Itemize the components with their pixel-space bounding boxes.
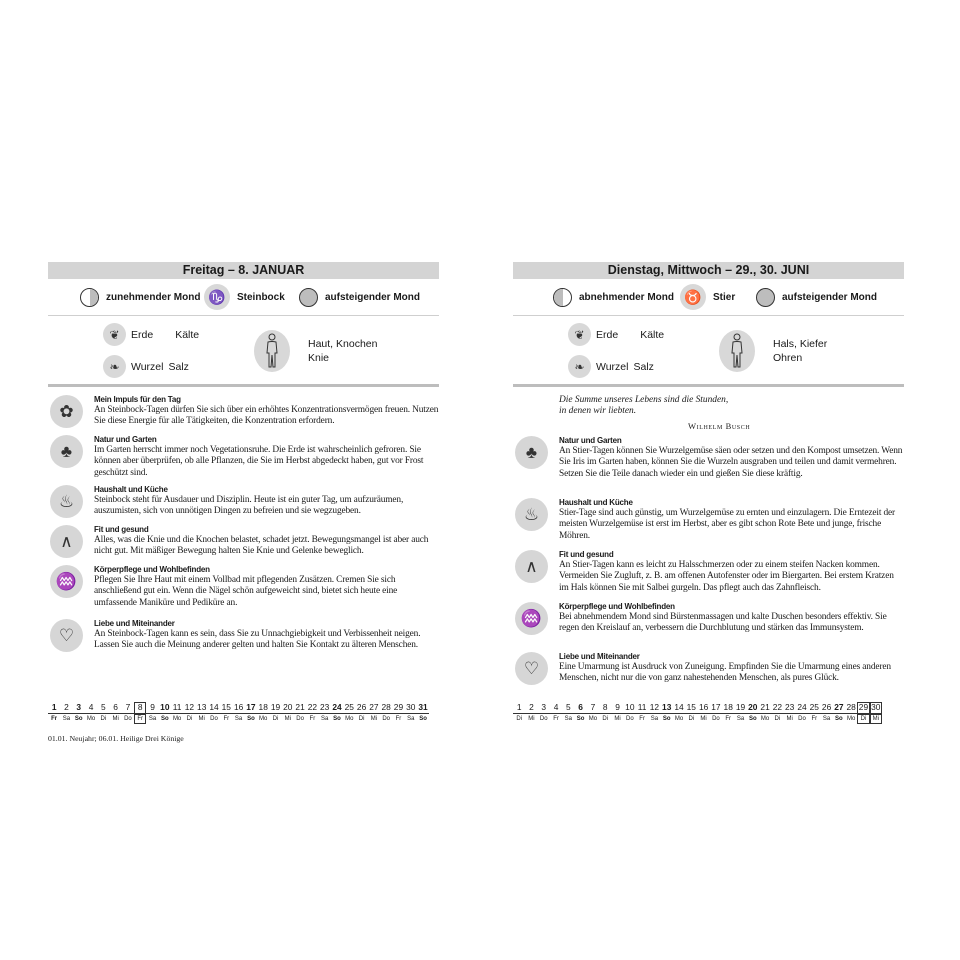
calendar-weekday: Sa [321,716,329,722]
calendar-day: 30 [406,702,416,712]
yoga-pose-icon: ∧ [515,550,548,583]
calendar-weekday: Fr [553,716,559,722]
earth-plant-icon: ❦ [568,323,591,346]
calendar-weekday: Di [186,716,193,722]
right-page [513,262,904,722]
calendar-day: 25 [809,702,819,712]
calendar-day: 25 [344,702,354,712]
calendar-day: 19 [270,702,281,712]
calendar-day: 12 [184,702,195,712]
zodiac-sign-label: Steinbock [237,291,285,303]
calendar-weekday: Mo [259,716,268,722]
moon-direction-label: aufsteigender Mond [325,291,421,303]
section-text: An Stier-Tagen können Sie Wurzelgemüse säen oder setzen und den Kompost umsetzen. Wenn Sie Iris im Garten haben, können Sie die Wurzeln ausgraben und teilen und damit vermehren. Setzen Sie die Teile danach wieder ein und gießen Sie diese kräftig. [559,446,903,479]
calendar-day: 31 [418,702,428,712]
calendar-weekday: So [247,716,255,722]
calendar-day: 8 [599,702,611,714]
calendar-day: 5 [562,702,574,714]
calendar-day: 28 [381,702,391,712]
calendar-weekday: Fr [725,716,732,722]
calendar-day: 15 [221,702,231,712]
calendar-weekday: Mi [614,716,621,722]
quote-line: in denen wir liebten. [559,406,637,417]
calendar-weekday: Mi [370,716,378,722]
ascending-moon-icon [299,288,318,307]
waxing-moon-icon [80,288,99,307]
calendar-weekday: Mo [345,716,354,722]
calendar-day: 21 [760,702,770,712]
calendar-weekday: So [835,716,843,722]
section-title: Natur und Garten [559,436,622,445]
zodiac-sign [680,284,735,310]
calendar-weekday: Mo [588,716,598,722]
calendar-weekday: So [662,716,671,722]
calendar-day: 17 [246,702,256,712]
element-earth [568,323,664,346]
section-text: Im Garten herrscht immer noch Vegetationsruhe. Die Erde ist wahrscheinlich gefroren. Sie können aber überprüfen, ob alle Pflanzen, die Sie im Herbst abgedeckt haben, gut vor Frost geschützt sind. [94,445,424,478]
root-plant-icon: ❧ [103,355,126,378]
calendar-day: 7 [122,702,134,714]
calendar-weekday: Fr [134,714,146,725]
section-title: Haushalt und Küche [94,485,168,494]
element-root [568,355,654,378]
quote-author: Wilhelm Busch [688,421,751,431]
bathtub-icon: ♒ [50,565,83,598]
section-text: Alles, was die Knie und die Knochen belastet, schadet jetzt. Bewegungsmangel ist aber auch nicht gut. Mit mäßiger Bewegung halten Sie Knie und Gelenke beweglich. [94,535,429,557]
calendar-day: 6 [574,702,586,714]
month-calendar [48,702,448,724]
moon-phase-label: abnehmender Mond [579,291,675,303]
calendar-weekday: Di [857,714,869,725]
calendar-weekday: Mo [86,716,96,722]
calendar-weekday: Fr [811,716,818,722]
earth-plant-icon: ❦ [103,323,126,346]
moon-phase-label: zunehmender Mond [106,291,201,303]
calendar-day: 8 [134,702,146,714]
calendar-day: 26 [821,702,832,712]
elements-panel [48,316,439,387]
calendar-day: 27 [369,702,379,712]
waning-moon-icon [553,288,572,307]
section-text: Pflegen Sie Ihre Haut mit einem Vollbad mit pflegenden Zusätzen. Cremen Sie sich anschließend gut ein. Wenn die Nägel schön aufgeweicht sind, bietet sich heute eine umfassende Maniküre und Pediküre an. [94,575,398,608]
calendar-day: 30 [871,702,881,712]
calendar-day: 23 [785,702,795,712]
calendar-weekday: Fr [51,716,58,722]
calendar-weekday: Di [602,716,609,722]
calendar-weekday: Di [358,716,365,722]
calendar-weekday: Fr [309,716,316,722]
calendar-weekday: Mo [760,716,770,722]
calendar-weekday: Sa [736,716,745,722]
calendar-weekday: Mi [112,716,119,722]
body-zone [308,337,377,365]
calendar-weekday: Mi [786,716,793,722]
calendar-weekday: Di [774,716,781,722]
calendar-weekday: Sa [650,716,659,722]
calendar-day: 2 [60,702,72,714]
calendar-weekday: Di [100,716,107,722]
section-text: An Steinbock-Tagen dürfen Sie sich über ein erhöhtes Konzentrationsvermögen freuen. Nutzen Sie diese Energie für alle Tätigkeiten, die Konzentration erfordern. [94,405,439,427]
bathtub-icon: ♒ [515,602,548,635]
element-quality: Salz [168,360,189,373]
calendar-day: 11 [172,702,182,712]
calendar-weekday: Sa [62,716,71,722]
element-earth [103,323,199,346]
calendar-day: 20 [748,702,758,712]
holiday-note: 01.01. Neujahr; 06.01. Heilige Drei Könige [48,734,184,743]
calendar-weekday: So [74,716,83,722]
calendar-weekday: Do [296,716,304,722]
section-title: Körperpflege und Wohlbefinden [559,602,675,611]
body-zone-line: Knie [308,352,330,364]
calendar-weekday: Do [124,716,132,722]
body-zone-line: Hals, Kiefer [773,338,828,350]
calendar-day: 28 [846,702,856,712]
section-title: Haushalt und Küche [559,498,633,507]
calendar-weekday: Fr [395,716,402,722]
calendar-day: 9 [146,702,158,714]
human-figure-icon [719,330,755,372]
moon-direction [299,288,420,307]
calendar-day: 12 [649,702,660,712]
calendar-day: 7 [587,702,599,714]
tree-icon: ♣ [50,435,83,468]
taurus-icon: ♉ [680,284,706,310]
yoga-pose-icon: ∧ [50,525,83,558]
calendar-day: 22 [772,702,783,712]
calendar-day: 14 [674,702,684,712]
calendar-day: 5 [97,702,109,714]
section-text: Stier-Tage sind auch günstig, um Wurzelgemüse zu ernten und einzulagern. Die Erntezeit der meisten Wurzelgemüse ist erst im Herbst, aber es gibt schon Rote Bete und junge, frische Möhren. [559,508,896,541]
calendar-weekday: Mi [528,716,535,722]
quote-line: Die Summe unseres Lebens sind die Stunden, [559,395,729,405]
calendar-weekday: Sa [822,716,831,722]
section-title: Fit und gesund [559,550,614,559]
section-title: Fit und gesund [94,525,149,534]
element-quality: Kälte [175,328,200,341]
sun-flower-icon: ✿ [50,395,83,428]
calendar-day: 13 [662,702,672,712]
section-title: Körperpflege und Wohlbefinden [94,565,210,574]
element-root [103,355,189,378]
heart-hands-icon: ♡ [515,652,548,685]
calendar-day: 2 [525,702,537,714]
element-label: Wurzel [596,360,629,373]
calendar-weekday: Sa [148,716,157,722]
calendar-day: 24 [332,702,342,712]
calendar-day: 19 [735,702,746,712]
calendar-weekday: Sa [234,716,243,722]
calendar-day: 21 [295,702,305,712]
calendar-weekday: Di [688,716,695,722]
calendar-weekday: Sa [564,716,572,722]
section-title: Natur und Garten [94,435,157,444]
calendar-day: 10 [625,702,635,712]
moon-info-row [48,279,439,316]
section-text: Eine Umarmung ist Ausdruck von Zuneigung. Empfinden Sie die Umarmung eines anderen Menschen, nicht nur die von ganz nahestehenden Menschen, als pures Glück. [559,662,891,684]
calendar-weekday: Mo [172,716,182,722]
body-zone-line: Haut, Knochen [308,338,378,350]
calendar-weekday: So [748,716,757,722]
section-text: An Steinbock-Tagen kann es sein, dass Sie zu Unnachgiebigkeit und Verbissenheit neigen. Lassen Sie auch die Meinung anderer gelten und halten Sie Kontakt zu älteren Menschen. [94,629,421,651]
calendar-weekday: Mi [198,716,205,722]
calendar-day: 16 [233,702,244,712]
tree-icon: ♣ [515,436,548,469]
element-label: Erde [596,328,619,341]
zodiac-sign [204,284,285,310]
calendar-day: 1 [513,702,525,714]
calendar-weekday: Di [516,716,522,722]
calendar-day: 4 [85,702,97,714]
calendar-weekday: Do [712,716,720,722]
calendar-weekday: Do [210,716,218,722]
element-label: Erde [131,328,154,341]
calendar-weekday: Fr [639,716,645,722]
calendar-day: 20 [283,702,293,712]
calendar-weekday: Mo [674,716,684,722]
calendar-day: 13 [197,702,207,712]
element-label: Wurzel [131,360,164,373]
calendar-day: 17 [711,702,721,712]
calendar-weekday: Mi [284,716,291,722]
body-zone-line: Ohren [773,352,803,364]
elements-panel [513,316,904,387]
calendar-weekday: Do [798,716,806,722]
cooking-pot-icon: ♨ [515,498,548,531]
calendar-day: 3 [538,702,550,714]
month-calendar [513,702,913,724]
calendar-weekday: So [160,716,169,722]
element-quality: Salz [633,360,654,373]
calendar-weekday: So [576,716,585,722]
calendar-day: 29 [393,702,404,712]
calendar-weekday: Fr [223,716,230,722]
moon-direction-label: aufsteigender Mond [782,291,878,303]
moon-info-row [513,279,904,316]
zodiac-sign-label: Stier [713,291,736,303]
calendar-day: 11 [637,702,647,712]
calendar-day: 15 [686,702,696,712]
section-title: Liebe und Miteinander [94,619,175,628]
section-text: Bei abnehmendem Mond sind Bürstenmassagen und kalte Duschen besonders effektiv. Sie regen den Kreislauf an, verbessern die Durchblutung und stärken das Immunsystem. [559,612,887,634]
calendar-day: 29 [858,702,869,712]
calendar-day: 22 [307,702,318,712]
body-zone [773,337,827,365]
section-text: An Stier-Tagen kann es leicht zu Halsschmerzen oder zu einem steifen Nacken kommen. Vermeiden Sie Zugluft, z. B. am offenen Autofenster oder im Biergarten. Bei erstem Kratzen im Hals können Sie mit Salbei gurgeln. Das pflegt auch das Zahnfleisch. [559,560,894,593]
calendar-day: 18 [723,702,733,712]
calendar-day: 23 [320,702,330,712]
calendar-weekday: Mi [870,714,882,725]
calendar-day: 14 [209,702,219,712]
calendar-day: 16 [698,702,709,712]
calendar-day: 6 [109,702,121,714]
calendar-day: 9 [611,702,623,714]
ascending-moon-icon [756,288,775,307]
section-text: Steinbock steht für Ausdauer und Disziplin. Heute ist ein guter Tag, um aufzuräumen, auszumisten, sich von unnötigen Dingen zu befreien und sie wegzugeben. [94,495,404,517]
moon-phase [80,288,200,307]
calendar-day: 4 [550,702,562,714]
page-header: Freitag – 8. JANUAR [48,262,439,279]
calendar-weekday: So [333,716,341,722]
calendar-weekday: Do [382,716,390,722]
cooking-pot-icon: ♨ [50,485,83,518]
calendar-day: 1 [48,702,60,714]
human-figure-icon [254,330,290,372]
moon-direction [756,288,877,307]
left-page [48,262,439,743]
root-plant-icon: ❧ [568,355,591,378]
calendar-day: 3 [73,702,85,714]
calendar-weekday: Sa [407,716,415,722]
heart-hands-icon: ♡ [50,619,83,652]
calendar-day: 24 [797,702,807,712]
calendar-weekday: Mi [700,716,707,722]
calendar-weekday: So [419,716,427,722]
moon-phase [553,288,674,307]
element-quality: Kälte [640,328,665,341]
calendar-weekday: Di [272,716,279,722]
section-title: Liebe und Miteinander [559,652,640,661]
section-title: Mein Impuls für den Tag [94,395,181,404]
quote [559,395,728,418]
calendar-weekday: Mo [846,716,856,722]
capricorn-icon: ♑ [204,284,230,310]
calendar-day: 10 [160,702,170,712]
page-header: Dienstag, Mittwoch – 29., 30. JUNI [513,262,904,279]
calendar-day: 18 [258,702,268,712]
calendar-weekday: Do [625,716,634,722]
calendar-day: 26 [356,702,367,712]
calendar-weekday: Do [539,716,548,722]
calendar-day: 27 [834,702,844,712]
